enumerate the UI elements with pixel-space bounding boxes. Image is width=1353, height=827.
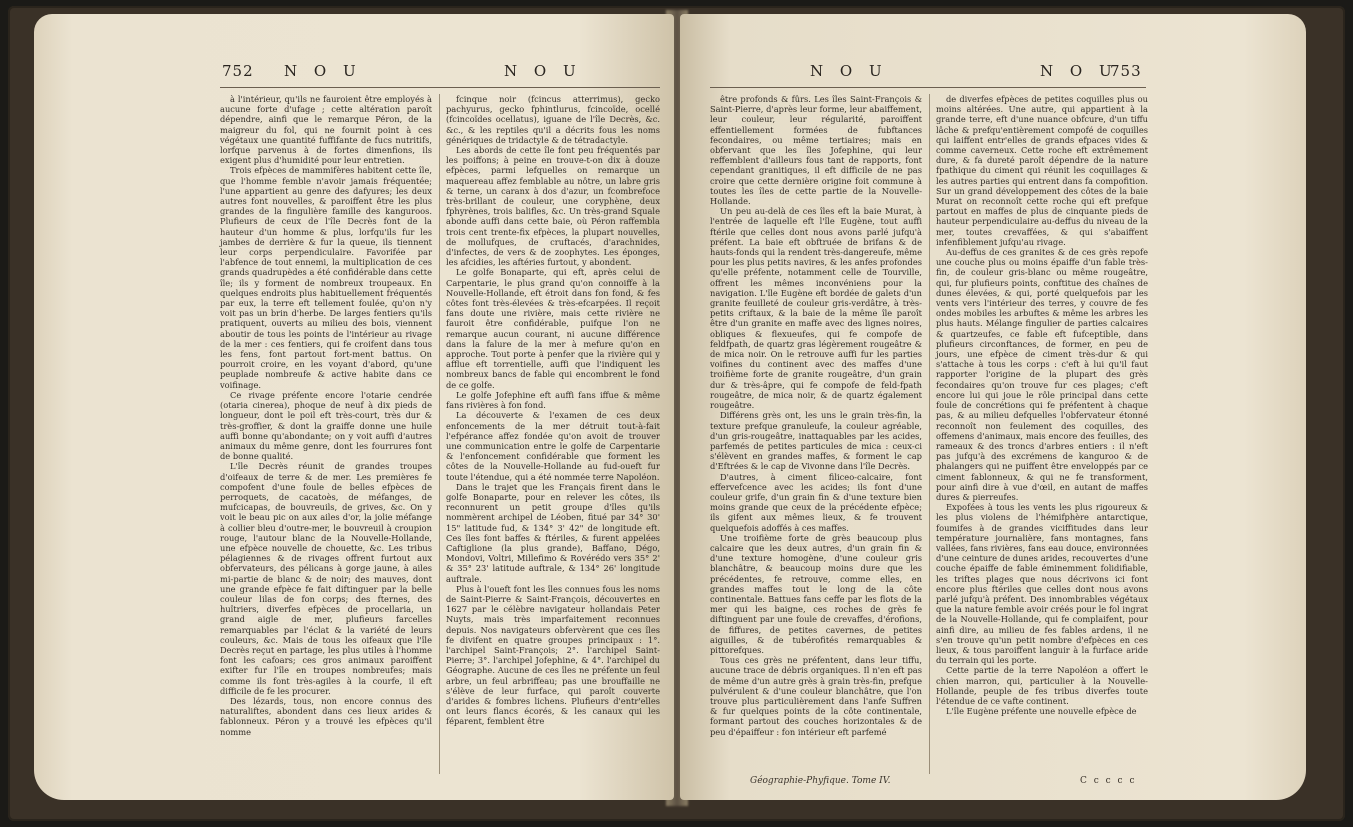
right-column-separator	[929, 94, 930, 774]
paragraph: à l'intérieur, qu'ils ne fauroient être employés à aucune forte d'ufage ; cette altération paroît dépendre, ainfi que le remarque Péron, de la maigreur du fol, qui ne fournit point à ces végétaux une quantité fuffifante de fucs nutritifs, lorfque parvenus à de fortes dimenfions, ils exigent plus d'humidité pour leur entretien.	[220, 94, 432, 166]
paragraph: fcinque noir (fcincus atterrimus), gecko pachyurus, gecko fphintlurus, fcincoïde, ocellé (fcincoïdes ocellatus), iguane de l'île Decrès, &c. &c., & les reptiles qu'il a décrits fous les noms génériques de tridactyle & de tétradactyle.	[446, 94, 660, 145]
paragraph: L'île Eugène préfente une nouvelle efpèce de	[946, 706, 1137, 717]
paragraph: Expofées à tous les vents les plus rigoureux & les plus violens de l'hémifphère antarctique, foumifes à de grandes viciffitudes dans leur température journalière, fans montagnes, fans vallées, fans rivières, fans eau douce, environnées d'une ceinture de dunes arides, recouvertes d'une couche épaiffe de fable éminemment folidifiable, les triftes plages que nous décrivons ici font encore plus ftériles que celles dont nous avons parlé jufqu'à préfent. Des innombrables végétaux que la nature femble avoir créés pour le fol ingrat de la Nouvelle-Hollande, qui fe complaifent, pour ainfi dire, au milieu de fes fables ardens, il ne s'en trouve qu'un petit nombre d'efpèces en ces lieux, & tous paroiffent languir à la furface aride du terrain qui les porte.	[936, 502, 1148, 666]
paragraph: Un peu au-delà de ces îles eft la baie Murat, à l'entrée de laquelle eft l'île Eugène, tout auffi ftérile que celles dont nous avons parlé jufqu'à préfent. La baie eft obftruée de brifans & de hauts-fonds qui la rendent très-dangereufe, même pour les plus petits navires, & les anfes profondes qu'elle préfente, notamment celle de Tourville, offrent les mêmes inconvéniens pour la navigation. L'île Eugène eft bordée de galets d'un granite feuilleté de couleur gris-verdâtre, à très-petits criftaux, & la baie de la même île paroît être d'un granite en maffe avec des lignes noires, obliques & flexueufes, qui fe compofe de feldfpath, de quartz gras légèrement rougeâtre & de mica noir. On le retrouve auffi fur les parties voifines du continent avec des maffes d'une troifième forte de granite rougeâtre, d'un grain dur & très-âpre, qui fe compofe de feld-fpath rougeâtre, de mica noir, & de quartz également rougeâtre.	[710, 206, 922, 411]
paragraph: Dans le trajet que les Français firent dans le golfe Bonaparte, pour en relever les côtes, ils reconnurent un petit groupe d'îles qu'ils nommèrent archipel de Léoben, fitué par 34° 30' 15" latitude fud, & 134° 3' 42" de longitude eft. Ces îles font baffes & ftériles, & furent appelées Caftiglione (la plus grande), Baffano, Dégo, Mondovi, Voltri, Millefimo & Rovérédo vers 35° 2' & 35° 23' latitude auftrale, & 134° 26' longitude auftrale.	[446, 481, 660, 584]
left-column-1	[220, 94, 432, 737]
right-column-2	[936, 94, 1148, 716]
paragraph: Ce rivage préfente encore l'otarie cendrée (otaria cinerea), phoque de neuf à dix pieds de longueur, dont le poil eft très-court, très dur & très-groffier, & dont la graiffe donne une huile auffi bonne qu'abondante; on y voit auffi d'autres animaux du même genre, dont les fourrures font de bonne qualité.	[220, 389, 432, 462]
left-headword-2: N O U	[504, 62, 582, 80]
paragraph: D'autres, à ciment filiceo-calcaire, font effervefcence avec les acides; ils font d'une couleur grife, d'un grain fin & d'une texture bien moins grande que ceux de la précédente efpèce; ils gifent aux mêmes lieux, & fe trouvent quelquefois adoffés à ces maffes.	[710, 471, 922, 533]
right-page	[680, 14, 1306, 800]
left-page	[34, 14, 674, 800]
paragraph: Tous ces grès ne préfentent, dans leur tiffu, aucune trace de débris organiques. Il n'en eft pas de même d'un autre grès à grain très-fin, prefque pulvérulent & d'une couleur blanchâtre, que l'on trouve plus particulièrement dans l'anfe Suffren & fur quelques points de la côte continentale, formant partout des couches horizontales & de peu d'épaiffeur : fon intérieur eft parfemé	[710, 655, 922, 737]
paragraph: Les abords de cette île font peu fréquentés par les poiffons; à peine en trouve-t-on dix à douze efpèces, parmi lefquelles on remarque un maquereau affez femblable au nôtre, un labre gris & terne, un caranx à dos d'azur, un fcombrefoce très-brillant de couleur, une coryphène, deux fphyrènes, trois balifles, &c. Un très-grand Squale abonde auffi dans cette baie, où Péron raffembla trois cent trente-fix efpèces, la plupart nouvelles, de mollufques, de cruftacés, d'arachnides, d'infectes, de vers & de zoophytes. Les éponges, les afcidies, les aftéries furtout, y abondent.	[446, 145, 660, 268]
signature-mark: C c c c c	[1080, 776, 1137, 786]
page-footer: Géographie-Phyfique. Tome IV.	[750, 776, 891, 786]
paragraph: Une troifième forte de grès beaucoup plus calcaire que les deux autres, d'un grain fin & d'une texture homogène, d'une couleur gris blanchâtre, & beaucoup moins dure que les précédentes, fe retrouve, comme elles, en grandes maffes tout le long de la côte continentale. Battues fans ceffe par les flots de la mer qui les baigne, ces roches de grès fe diftinguent par une foule de crevaffes, d'érofions, de fiffures, de petites cavernes, de petites aiguilles, & de tubérofités remarquables & pittorefques.	[710, 532, 922, 655]
left-page-number: 752	[222, 62, 254, 80]
paragraph: Le golfe Bonaparte, qui eft, après celui de Carpentarie, le plus grand qu'on connoiffe à la Nouvelle-Hollande, eft étroit dans fon fond, & fes côtes font très-élevées & très-efcarpées. Il reçoit fans doute une rivière, mais cette rivière ne fauroit être confidérable, puifque l'on ne remarque aucun courant, ni aucune différence dans la falure de la mer à mefure qu'on en approche. Tout porte à penfer que la rivière qui y afflue eft torrentielle, auffi que l'indiquent les nombreux bancs de fable qui encombrent le fond de ce golfe.	[446, 267, 660, 390]
paragraph: Le golfe Jofephine eft auffi fans iffue & même fans rivières à fon fond.	[446, 389, 660, 411]
right-headword-1: N O U	[810, 62, 888, 80]
left-headword-1: N O U	[284, 62, 362, 80]
paragraph: être profonds & fûrs. Les îles Saint-François & Saint-Pierre, d'après leur forme, leur abaiffement, leur couleur, leur régularité, paroiffent effentiellement formées de fubftances fecondaires, ou même tertiaires; mais en obfervant que les îles Jofephine, qui leur reffemblent d'ailleurs fous tant de rapports, font cependant granitiques, il eft difficile de ne pas croire que cette dernière origine foit commune à toutes les îles de cette partie de la Nouvelle-Hollande.	[710, 94, 922, 207]
left-running-head	[34, 62, 674, 84]
right-running-head	[680, 62, 1306, 84]
paragraph: Trois efpèces de mammifères habitent cette île, que l'homme femble n'avoir jamais fréquentée; l'une appartient au genre des dafyures; les deux autres font nouvelles, & paroiffent être les plus grandes de la fingulière famille des kanguroos. Plufieurs de ceux de l'île Decrès font de la hauteur d'un homme & plus, lorfqu'ils fur les jambes de derrière & fur la queue, ils tiennent leur corps perpendiculaire. Favorifée par l'abfence de tout ennemi, la multiplication de ces grands quadrupèdes a été confidérable dans cette île; ils y forment de nombreux troupeaux. En quelques endroits plus habituellement fréquentés par eux, la terre eft tellement foulée, qu'on n'y voit pas un brin d'herbe. De larges fentiers qu'ils pratiquent, ouverts au milieu des bois, viennent aboutir de tous les points de l'intérieur au rivage de la mer : ces fentiers, qui fe croifent dans tous les fens, font partout fort-ment battus. On pourroit croire, en les voyant d'abord, qu'une peuplade nombreufe & active habite dans ce voifinage.	[220, 165, 432, 390]
right-page-number: 753	[1110, 62, 1142, 80]
paragraph: Différens grès ont, les uns le grain très-fin, la texture prefque granuleufe, la couleur agréable, d'un gris-rougeâtre, inattaquables par les acides, parfemés de petites particules de mica : ceux-ci s'élèvent en grandes maffes, & forment le cap d'Eftrées & le cap de Vivonne dans l'île Decrès.	[710, 410, 922, 472]
right-column-1	[710, 94, 922, 737]
left-header-rule	[220, 87, 660, 88]
paragraph: L'île Decrès réunit de grandes troupes d'oifeaux de terre & de mer. Les premières fe compofent d'une foule de belles efpèces de perroquets, de cacatoès, de méfanges, de mufcicapas, de bouvreuils, de grives, &c. On y voit le beau pic on aux ailes d'or, la jolie méfange à collier bleu d'outre-mer, le bouvreuil à croupion rouge, l'autour blanc de la Nouvelle-Hollande, une efpèce nouvelle de chouette, &c. Les tribus pélagiennes & de rivages offrent furtout aux obfervateurs, des pélicans à gorge jaune, à ailes mi-partie de blanc & de noir; des mauves, dont une grande efpèce fe fait diftinguer par la belle couleur lilas de fon corps; des fternes, des huîtriers, diverfes efpèces de procellaria, un grand aigle de mer, plufieurs farcelles remarquables par l'éclat & la variété de leurs couleurs, &c. Mais de tous les oifeaux que l'île Decrès reçut en partage, les plus utiles à l'homme font les cafoars; ces gros animaux paroiffent exifter fur l'île en troupes nombreufes; mais comme ils font très-agiles à la courfe, il eft difficile de fe les procurer.	[220, 461, 432, 696]
paragraph: Des lézards, tous, non encore connus des naturaliftes, abondent dans ces lieux arides & fablonneux. Péron y a trouvé les efpèces qu'il nomme	[220, 695, 432, 737]
paragraph: Au-deffus de ces granites & de ces grès repofe une couche plus ou moins épaiffe d'un fable très-fin, de couleur gris-blanc ou même rougeâtre, qui, fur plufieurs points, conftitue des chaînes de dunes élevées, & qui, porté quelquefois par les vents vers l'intérieur des terres, y couvre de fes ondes mobiles les arbuftes & même les arbres les plus hauts. Mélange fingulier de parties calcaires & quartzeufes, ce fable eft fufceptible, dans plufieurs circonftances, de former, en peu de jours, une efpèce de ciment très-dur & qui s'attache à tous les corps : c'eft à lui qu'il faut rapporter l'origine de la plupart des grès fecondaires qu'on trouve fur ces plages; c'eft encore lui qui joue le rôle principal dans cette foule de concrétions qui fe préfentent à chaque pas, & au milieu defquelles l'obfervateur étonné reconnoît non feulement des coquilles, des offemens d'animaux, mais encore des feuilles, des rameaux & des troncs d'arbres entiers : il n'eft pas jufqu'à des excrémens de kanguroo & de phalangers qui ne puiffent être enveloppés par ce ciment fablonneux, & qui ne fe transforment, pour ainfi dire à vue d'œil, en autant de maffes dures & pierreufes.	[936, 247, 1148, 502]
paragraph: Cette partie de la terre Napoléon a offert le chien marron, qui, particulier à la Nouvelle-Hollande, peuple de fes tribus diverfes toute l'étendue de ce vafte continent.	[936, 665, 1148, 706]
left-column-2	[446, 94, 660, 727]
paragraph: de diverfes efpèces de petites coquilles plus ou moins altérées. Une autre, qui appartient à la grande terre, eft d'une nuance obfcure, d'un tiffu lâche & prefqu'entièrement compofé de coquilles qui laiffent entr'elles de grands efpaces vides & comme caverneux. Cette roche eft extrêmement dure, & fa dureté paroît dépendre de la nature fpathique du ciment qui réunit les coquillages & les autres parties qui entrent dans fa compofition. Sur un grand développement des côtes de la baie Murat on reconnoît cette roche qui eft prefque partout en maffes de plus de cinquante pieds de hauteur perpendiculaire au-deffus du niveau de la mer, toutes crevaffées, & qui s'abaiffent infenfiblement jufqu'au rivage.	[936, 94, 1148, 247]
right-headword-2: N O U	[1040, 62, 1118, 80]
paragraph: La découverte & l'examen de ces deux enfoncements de la mer détruit tout-à-fait l'efpérance affez fondée qu'on avoit de trouver une communication entre le golfe de Carpentarie & l'enfoncement confidérable que forment les côtes de la Nouvelle-Hollande au fud-oueft fur toute l'étendue, qui a été nommée terre Napoléon.	[446, 410, 660, 482]
left-column-separator	[439, 94, 440, 774]
paragraph: Plus à l'oueft font les îles connues fous les noms de Saint-Pierre & Saint-François, découvertes en 1627 par le célèbre navigateur hollandais Peter Nuyts, mais très imparfaitement reconnues depuis. Nos navigateurs obfervèrent que ces îles fe divifent en quatre groupes principaux : 1°. l'archipel Saint-François; 2°. l'archipel Saint-Pierre; 3°. l'archipel Jofephine, & 4°. l'archipel du Géographe. Aucune de ces îles ne préfente un feul arbre, un feul arbriffeau; pas une brouffaille ne s'élève de leur furface, qui paroît couverte d'arides & fombres lichens. Plufieurs d'entr'elles ont leurs flancs écorés, & les canaux qui les féparent, femblent être	[446, 583, 660, 727]
right-header-rule	[710, 87, 1146, 88]
